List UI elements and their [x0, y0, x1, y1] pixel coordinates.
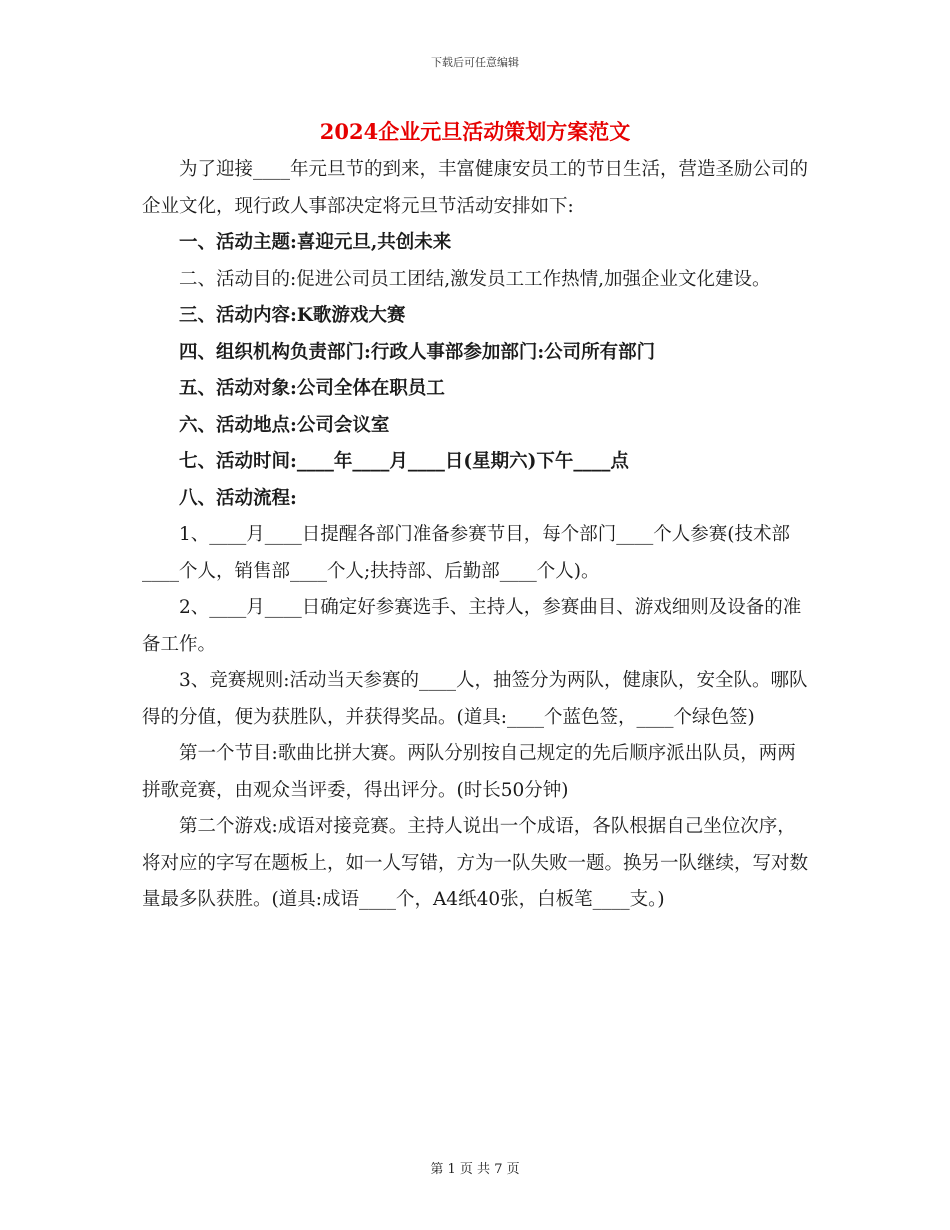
process-step-2: 2、____月____日确定好参赛选手、主持人，参赛曲目、游戏细则及设备的准备工作。 — [142, 597, 802, 655]
document-body — [142, 152, 810, 919]
process-step-3: 3、竞赛规则:活动当天参赛的____人，抽签分为两队，健康队，安全队。哪队得的分值，便为获胜队，并获得奖品。(道具:____个蓝色签，____个绿色签) — [142, 670, 808, 728]
header-note: 下载后可任意编辑 — [431, 56, 519, 69]
intro-paragraph: 为了迎接____年元旦节的到来，丰富健康安员工的节日生活，营造圣励公司的企业文化，现行政人事部决定将元旦节活动安排如下: — [142, 159, 809, 217]
section-content: 三、活动内容:K歌游戏大赛 — [179, 305, 406, 326]
section-purpose: 二、活动目的:促进公司员工团结,激发员工工作热情,加强企业文化建设。 — [179, 268, 771, 290]
page-footer: 第 1 页 共 7 页 — [430, 1162, 520, 1177]
section-theme: 一、活动主题:喜迎元旦,共创未来 — [179, 232, 452, 253]
section-process: 八、活动流程: — [179, 487, 297, 509]
section-time: 七、活动时间:____年____月____日(星期六)下午____点 — [179, 451, 629, 472]
section-location: 六、活动地点:公司会议室 — [179, 414, 390, 436]
program-2: 第二个游戏:成语对接竞赛。主持人说出一个成语，各队根据自己坐位次序，将对应的字写在题板上，如一人写错，方为一队失败一题。换另一队继续，写对数量最多队获胜。(道具:成语____个，A4纸40张，白板笔____支。) — [142, 816, 809, 910]
section-organization: 四、组织机构负责部门:行政人事部参加部门:公司所有部门 — [179, 341, 656, 363]
section-audience: 五、活动对象:公司全体在职员工 — [179, 378, 445, 399]
process-step-1: 1、____月____日提醒各部门准备参赛节目，每个部门____个人参赛(技术部____个人，销售部____个人;扶持部、后勤部____个人)。 — [142, 524, 790, 582]
document-title: 2024企业元旦活动策划方案范文 — [319, 119, 631, 144]
program-1: 第一个节目:歌曲比拼大赛。两队分别按自己规定的先后顺序派出队员，两两拼歌竞赛，由观众当评委，得出评分。(时长50分钟) — [142, 743, 796, 801]
